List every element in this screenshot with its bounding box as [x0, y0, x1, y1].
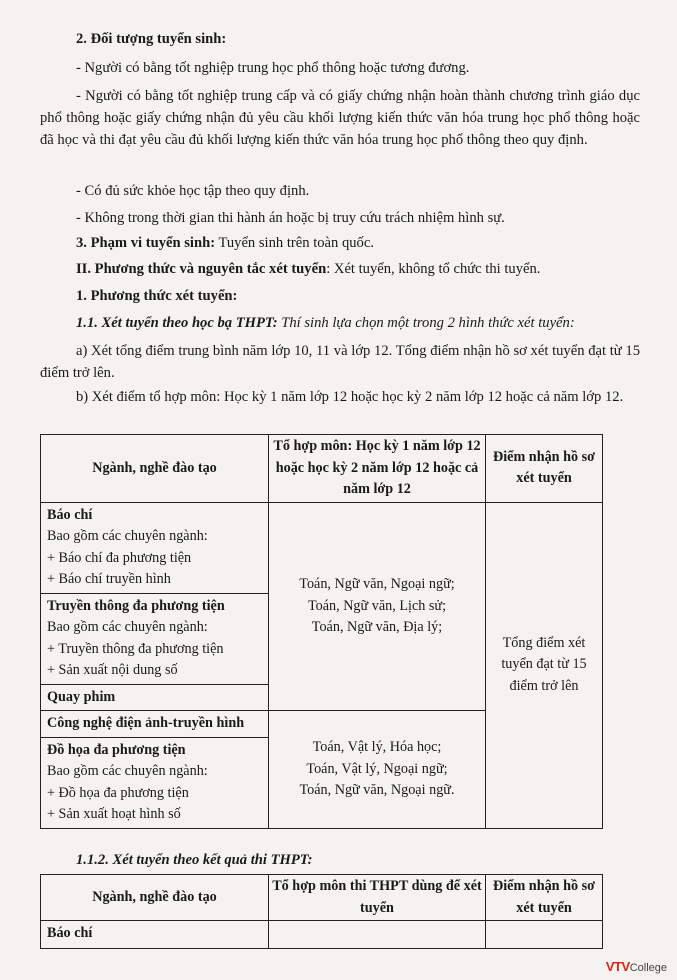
- t2-empty-score: [486, 921, 603, 949]
- t1-header-major: Ngành, nghề đào tạo: [41, 435, 269, 503]
- t1-row-quay-phim: Quay phim: [41, 684, 269, 711]
- t2-row-bao-chi: Báo chí: [41, 921, 269, 949]
- t1-row-truyen-thong: Truyền thông đa phương tiện Bao gồm các chuyên ngành: + Truyền thông đa phương tiện + Sản xuất nội dung số: [41, 593, 269, 684]
- section-3-paragraph: 3. Phạm vi tuyển sinh: Tuyển sinh trên toàn quốc.: [76, 235, 374, 251]
- admission-table-1: [40, 434, 603, 829]
- t1-score-cell: Tổng điểm xét tuyển đạt từ 15 điểm trở lên: [486, 502, 603, 828]
- t1-row-bao-chi: Báo chí Bao gồm các chuyên ngành: + Báo chí đa phương tiện + Báo chí truyền hình: [41, 502, 269, 593]
- admission-table-2: [40, 874, 603, 949]
- method-1-1-heading: 1.1. Xét tuyển theo học bạ THPT:: [76, 315, 278, 331]
- vtv-college-logo: [606, 959, 667, 974]
- t1-header-combo: Tổ hợp môn: Học kỳ 1 năm lớp 12 hoặc học kỳ 2 năm lớp 12 hoặc cả năm lớp 12: [269, 435, 486, 503]
- method-1-1-2-heading: 1.1.2. Xét tuyển theo kết quả thi THPT:: [76, 852, 313, 868]
- section-II-paragraph: II. Phương thức và nguyên tắc xét tuyển: Xét tuyển, không tổ chức thi tuyển.: [76, 261, 541, 277]
- option-a: a) Xét tổng điểm trung bình năm lớp 10, 11 và lớp 12. Tổng điểm nhận hồ sơ xét tuyển đạt từ 15 điểm trở lên.: [40, 343, 640, 381]
- t1-combo-group-2: Toán, Vật lý, Hóa học; Toán, Vật lý, Ngoại ngữ; Toán, Ngữ văn, Ngoại ngữ.: [269, 711, 486, 829]
- option-b: b) Xét điểm tổ hợp môn: Học kỳ 1 năm lớp 12 hoặc học kỳ 2 năm lớp 12 hoặc cả năm lớp 12.: [76, 389, 624, 405]
- t1-header-score: Điểm nhận hồ sơ xét tuyển: [486, 435, 603, 503]
- eligibility-item-2: - Người có bằng tốt nghiệp trung cấp và có giấy chứng nhận hoàn thành chương trình giáo dục phổ thông hoặc giấy chứng nhận đủ yêu cầu khối lượng kiến thức văn hóa trung học phổ thông hoặc đã học và thi đạt yêu cầu đủ khối lượng kiến thức văn hóa trung học phổ thông theo quy định.: [40, 88, 640, 148]
- logo-suffix: College: [629, 962, 667, 974]
- t2-header-combo: Tổ hợp môn thi THPT dùng để xét tuyển: [269, 875, 486, 921]
- t1-combo-group-1: Toán, Ngữ văn, Ngoại ngữ; Toán, Ngữ văn, Lịch sử; Toán, Ngữ văn, Địa lý;: [269, 502, 486, 711]
- section-II-heading: II. Phương thức và nguyên tắc xét tuyển: [76, 261, 327, 277]
- eligibility-item-1: - Người có bằng tốt nghiệp trung học phổ thông hoặc tương đương.: [76, 60, 470, 76]
- method-1-1-paragraph: 1.1. Xét tuyển theo học bạ THPT: Thí sinh lựa chọn một trong 2 hình thức xét tuyển:: [76, 315, 575, 331]
- t2-header-major: Ngành, nghề đào tạo: [41, 875, 269, 921]
- logo-brand: VTV: [605, 959, 630, 974]
- eligibility-item-3: - Có đủ sức khỏe học tập theo quy định.: [76, 183, 310, 199]
- t1-row-do-hoa: Đồ họa đa phương tiện Bao gồm các chuyên ngành: + Đồ họa đa phương tiện + Sản xuất hoạt hình số: [41, 737, 269, 828]
- method-1-heading: 1. Phương thức xét tuyển:: [76, 288, 238, 304]
- t2-header-score: Điểm nhận hồ sơ xét tuyển: [486, 875, 603, 921]
- section-2-heading: 2. Đối tượng tuyển sinh:: [76, 31, 227, 47]
- t1-row-cong-nghe: Công nghệ điện ảnh-truyền hình: [41, 711, 269, 738]
- eligibility-item-4: - Không trong thời gian thi hành án hoặc bị truy cứu trách nhiệm hình sự.: [76, 210, 505, 226]
- section-3-heading: 3. Phạm vi tuyển sinh:: [76, 235, 216, 251]
- t2-empty-combo: [269, 921, 486, 949]
